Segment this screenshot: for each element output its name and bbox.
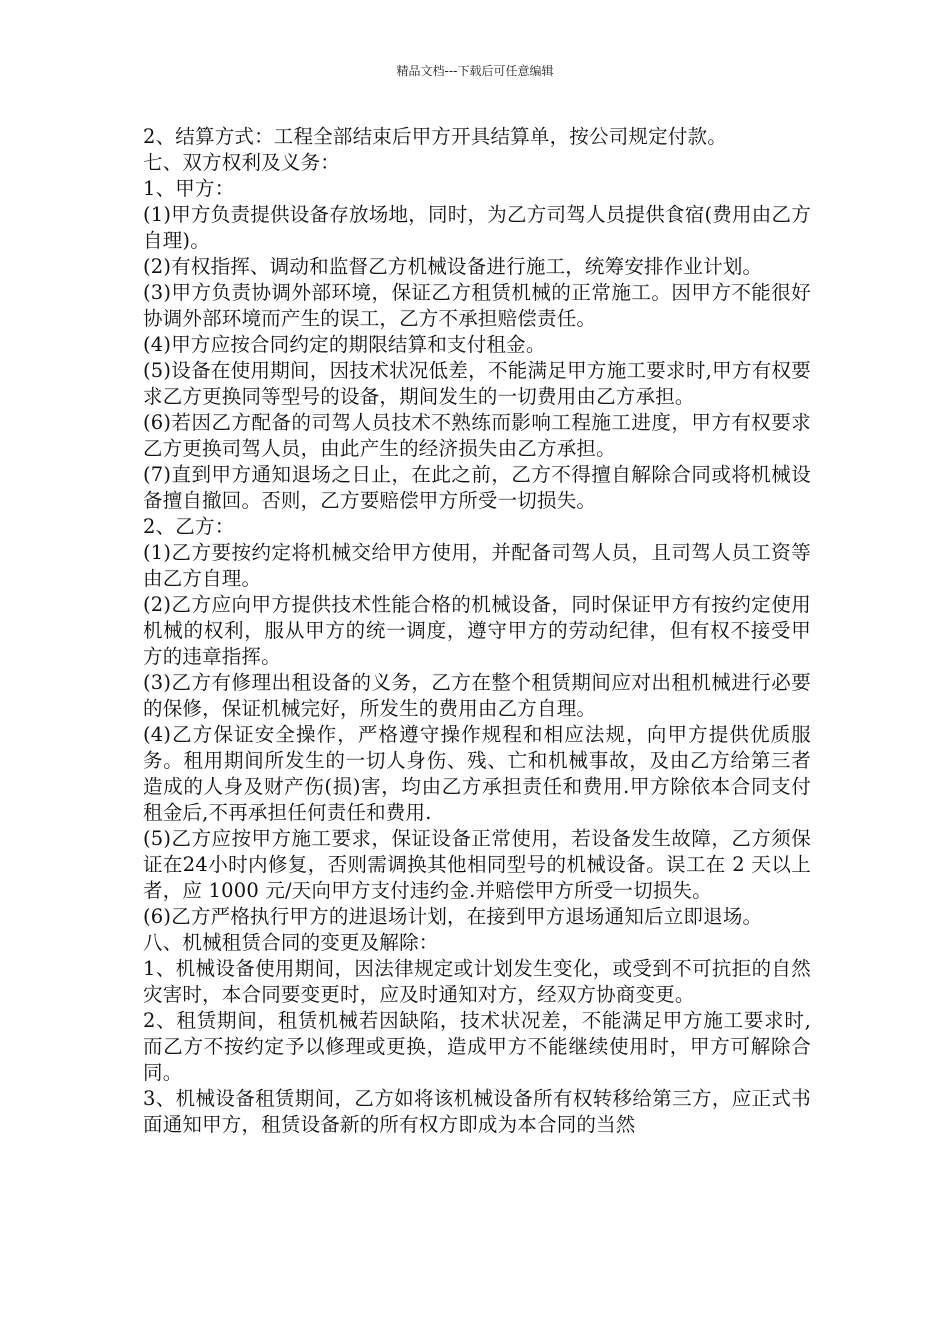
change-clause-3: 3、机械设备租赁期间，乙方如将该机械设备所有权转移给第三方，应正式书面通知甲方，租赁设备新的所有权方即成为本合同的当然 — [143, 1087, 811, 1136]
document-body — [143, 124, 811, 1138]
party-b-clause-3: (3)乙方有修理出租设备的义务，乙方在整个租赁期间应对出租机械进行必要的保修，保证机械完好，所发生的费用由乙方自理。 — [143, 671, 811, 720]
party-b-clause-4: (4)乙方保证安全操作，严格遵守操作规程和相应法规，向甲方提供优质服务。租用期间所发生的一切人身伤、残、亡和机械事故，及由乙方给第三者造成的人身及财产伤(损)害，均由乙方承担责任和费用.甲方除依本合同支付租金后,不再承担任何责任和费用. — [143, 723, 811, 824]
party-a-clause-6: (6)若因乙方配备的司驾人员技术不熟练而影响工程施工进度，甲方有权要求乙方更换司驾人员，由此产生的经济损失由乙方承担。 — [143, 411, 811, 460]
change-clause-2: 2、租赁期间，租赁机械若因缺陷，技术状况差，不能满足甲方施工要求时,而乙方不按约定予以修理或更换，造成甲方不能继续使用时，甲方可解除合同。 — [143, 1009, 811, 1084]
party-a-clause-7: (7)直到甲方通知退场之日止，在此之前，乙方不得擅自解除合同或将机械设备擅自撤回。否则，乙方要赔偿甲方所受一切损失。 — [143, 463, 811, 512]
party-a-clause-1: (1)甲方负责提供设备存放场地，同时，为乙方司驾人员提供食宿(费用由乙方自理)。 — [143, 203, 811, 252]
party-a-clause-2: (2)有权指挥、调动和监督乙方机械设备进行施工，统筹安排作业计划。 — [143, 255, 763, 278]
section-heading-change-termination: 八、机械租赁合同的变更及解除： — [143, 931, 439, 954]
section-heading-rights-obligations: 七、双方权利及义务： — [143, 151, 341, 174]
party-b-clause-6: (6)乙方严格执行甲方的进退场计划，在接到甲方退场通知后立即退场。 — [143, 905, 763, 928]
change-clause-1: 1、机械设备使用期间，因法律规定或计划发生变化，或受到不可抗拒的自然灾害时，本合同要变更时，应及时通知对方，经双方协商变更。 — [143, 957, 811, 1006]
paragraph-settlement-method: 2、结算方式：工程全部结束后甲方开具结算单，按公司规定付款。 — [143, 125, 727, 148]
party-a-clause-5: (5)设备在使用期间，因技术状况低差，不能满足甲方施工要求时,甲方有权要求乙方更换同等型号的设备，期间发生的一切费用由乙方承担。 — [143, 359, 811, 408]
subheading-party-a: 1、甲方： — [143, 177, 235, 200]
party-b-clause-1: (1)乙方要按约定将机械交给甲方使用，并配备司驾人员，且司驾人员工资等由乙方自理。 — [143, 541, 811, 590]
party-b-clause-5: (5)乙方应按甲方施工要求，保证设备正常使用，若设备发生故障，乙方须保证在24小时内修复，否则需调换其他相同型号的机械设备。误工在 2 天以上者，应 1000 元/天向甲方支付违约金.并赔偿甲方所受一切损失。 — [143, 827, 811, 902]
party-b-clause-2: (2)乙方应向甲方提供技术性能合格的机械设备，同时保证甲方有按约定使用机械的权利，服从甲方的统一调度，遵守甲方的劳动纪律，但有权不接受甲方的违章指挥。 — [143, 593, 811, 668]
party-a-clause-4: (4)甲方应按合同约定的期限结算和支付租金。 — [143, 333, 546, 356]
page-header-note: 精品文档---下载后可任意编辑 — [396, 64, 554, 78]
party-a-clause-3: (3)甲方负责协调外部环境，保证乙方租赁机械的正常施工。因甲方不能很好协调外部环境而产生的误工，乙方不承担赔偿责任。 — [143, 281, 811, 330]
subheading-party-b: 2、乙方： — [143, 515, 235, 538]
